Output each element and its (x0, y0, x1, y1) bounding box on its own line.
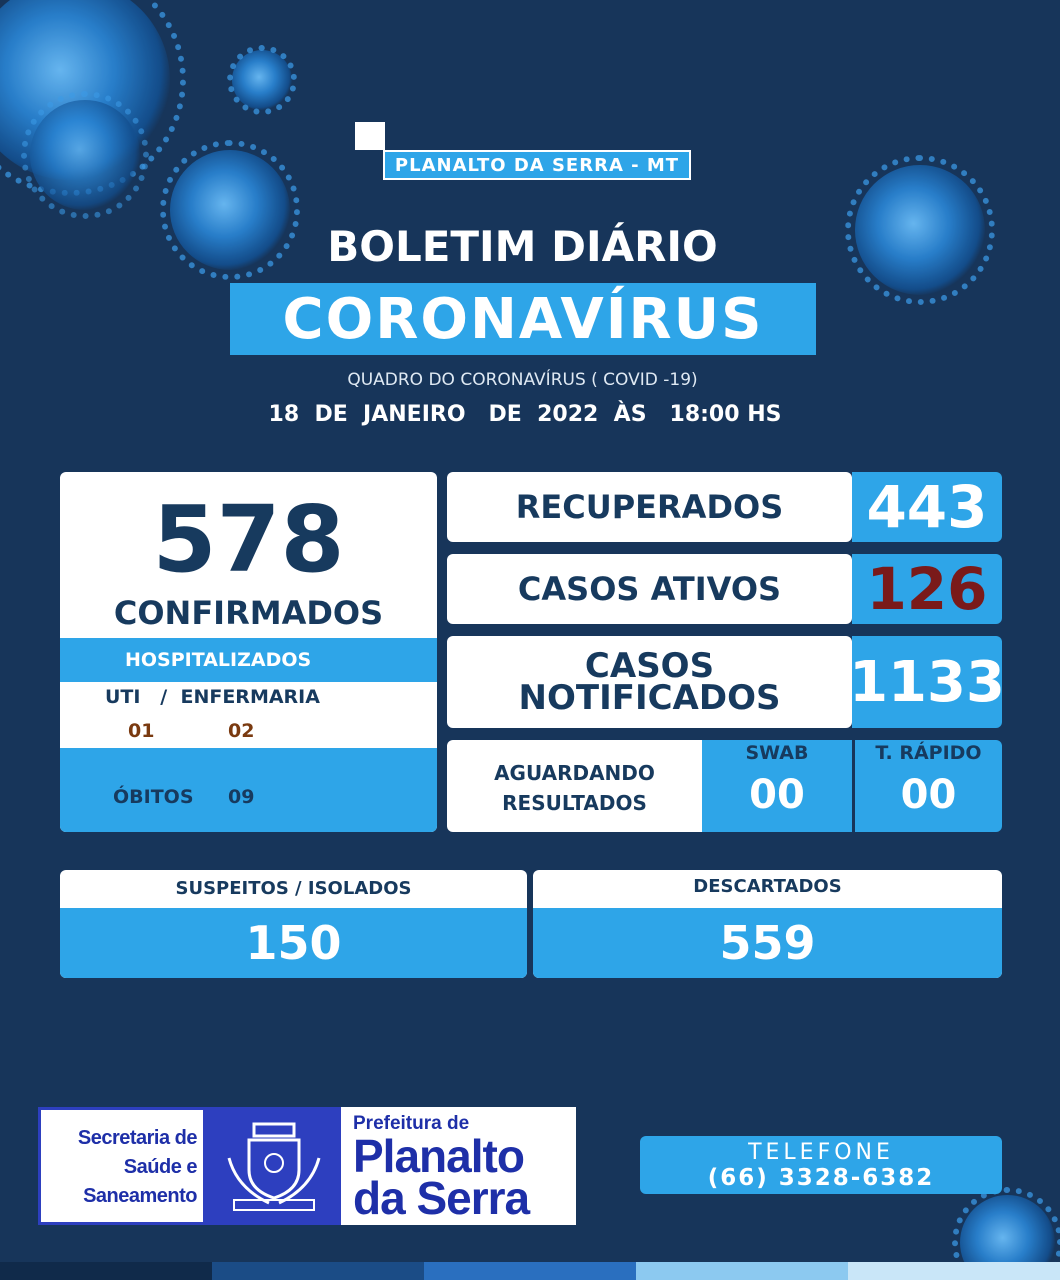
aguardando-label-1: AGUARDANDO (494, 761, 655, 785)
secretaria-line3: Saneamento (83, 1185, 197, 1207)
rapido-box (852, 740, 1002, 832)
recuperados-card (447, 472, 852, 542)
telefone-value: (66) 3328-6382 (707, 1165, 935, 1191)
suspeitos-card (60, 870, 527, 978)
aguardando-card (447, 740, 702, 832)
coat-of-arms-box (206, 1107, 341, 1225)
suspeitos-value: 150 (245, 916, 342, 970)
notificados-label-2: NOTIFICADOS (518, 678, 781, 718)
recuperados-label: RECUPERADOS (515, 488, 784, 526)
title-line2 (230, 283, 816, 355)
confirmed-label: CONFIRMADOS (113, 594, 384, 632)
report-date: 18 DE JANEIRO DE 2022 ÀS 18:00 HS (268, 402, 782, 427)
virus-icon (232, 50, 292, 110)
secretaria-logo (38, 1107, 206, 1225)
notificados-value: 1133 (849, 649, 1005, 715)
coat-of-arms-icon (219, 1118, 329, 1214)
secretaria-line2: Saúde e (123, 1156, 197, 1178)
descartados-value-bar (533, 908, 1002, 978)
prefeitura-big-2: da Serra (353, 1172, 530, 1224)
uti-value: 01 (128, 720, 155, 742)
swab-box (702, 740, 852, 832)
swab-value: 00 (749, 772, 805, 818)
descartados-card (533, 870, 1002, 978)
obitos-value: 09 (228, 786, 255, 808)
prefeitura-logo (341, 1107, 576, 1225)
virus-icon (855, 165, 985, 295)
prefeitura-big-1: Planalto (353, 1130, 524, 1182)
notificados-card (447, 636, 852, 728)
title-line2-text: CORONAVÍRUS (282, 286, 764, 352)
notificados-value-box (849, 636, 1005, 728)
aguardando-label-2: RESULTADOS (502, 791, 647, 815)
enfermaria-value: 02 (228, 720, 255, 742)
location-text: PLANALTO DA SERRA - MT (394, 154, 680, 176)
recuperados-value: 443 (866, 473, 988, 541)
subtitle: QUADRO DO CORONAVÍRUS ( COVID -19) (347, 370, 698, 390)
location-square (355, 122, 385, 150)
swab-label: SWAB (745, 742, 809, 764)
ativos-value: 126 (866, 555, 988, 623)
confirmed-value: 578 (152, 486, 345, 593)
ativos-value-box (852, 554, 1002, 624)
recuperados-value-box (852, 472, 1002, 542)
descartados-label: DESCARTADOS (693, 876, 842, 897)
obitos-label: ÓBITOS (113, 786, 194, 808)
bottom-strip (0, 1262, 1060, 1280)
telefone-box (640, 1136, 1002, 1194)
suspeitos-value-bar (60, 908, 527, 978)
notificados-label-1: CASOS (584, 646, 715, 686)
location-badge (383, 150, 691, 180)
rapido-label: T. RÁPIDO (875, 742, 982, 764)
prefeitura-small: Prefeitura de (353, 1113, 470, 1134)
uti-enfermaria-label: UTI / ENFERMARIA (105, 686, 320, 708)
descartados-value: 559 (719, 916, 816, 970)
secretaria-line1: Secretaria de (77, 1127, 197, 1149)
ativos-card (447, 554, 852, 624)
rapido-value: 00 (900, 772, 957, 818)
title-line1: BOLETIM DIÁRIO (327, 222, 718, 271)
hospitalized-bar (60, 638, 437, 682)
virus-icon (30, 100, 140, 210)
ativos-label: CASOS ATIVOS (517, 570, 782, 608)
telefone-label: TELEFONE (748, 1140, 894, 1165)
suspeitos-label: SUSPEITOS / ISOLADOS (175, 878, 412, 899)
hospitalized-label: HOSPITALIZADOS (125, 649, 312, 671)
confirmed-panel (60, 472, 437, 832)
